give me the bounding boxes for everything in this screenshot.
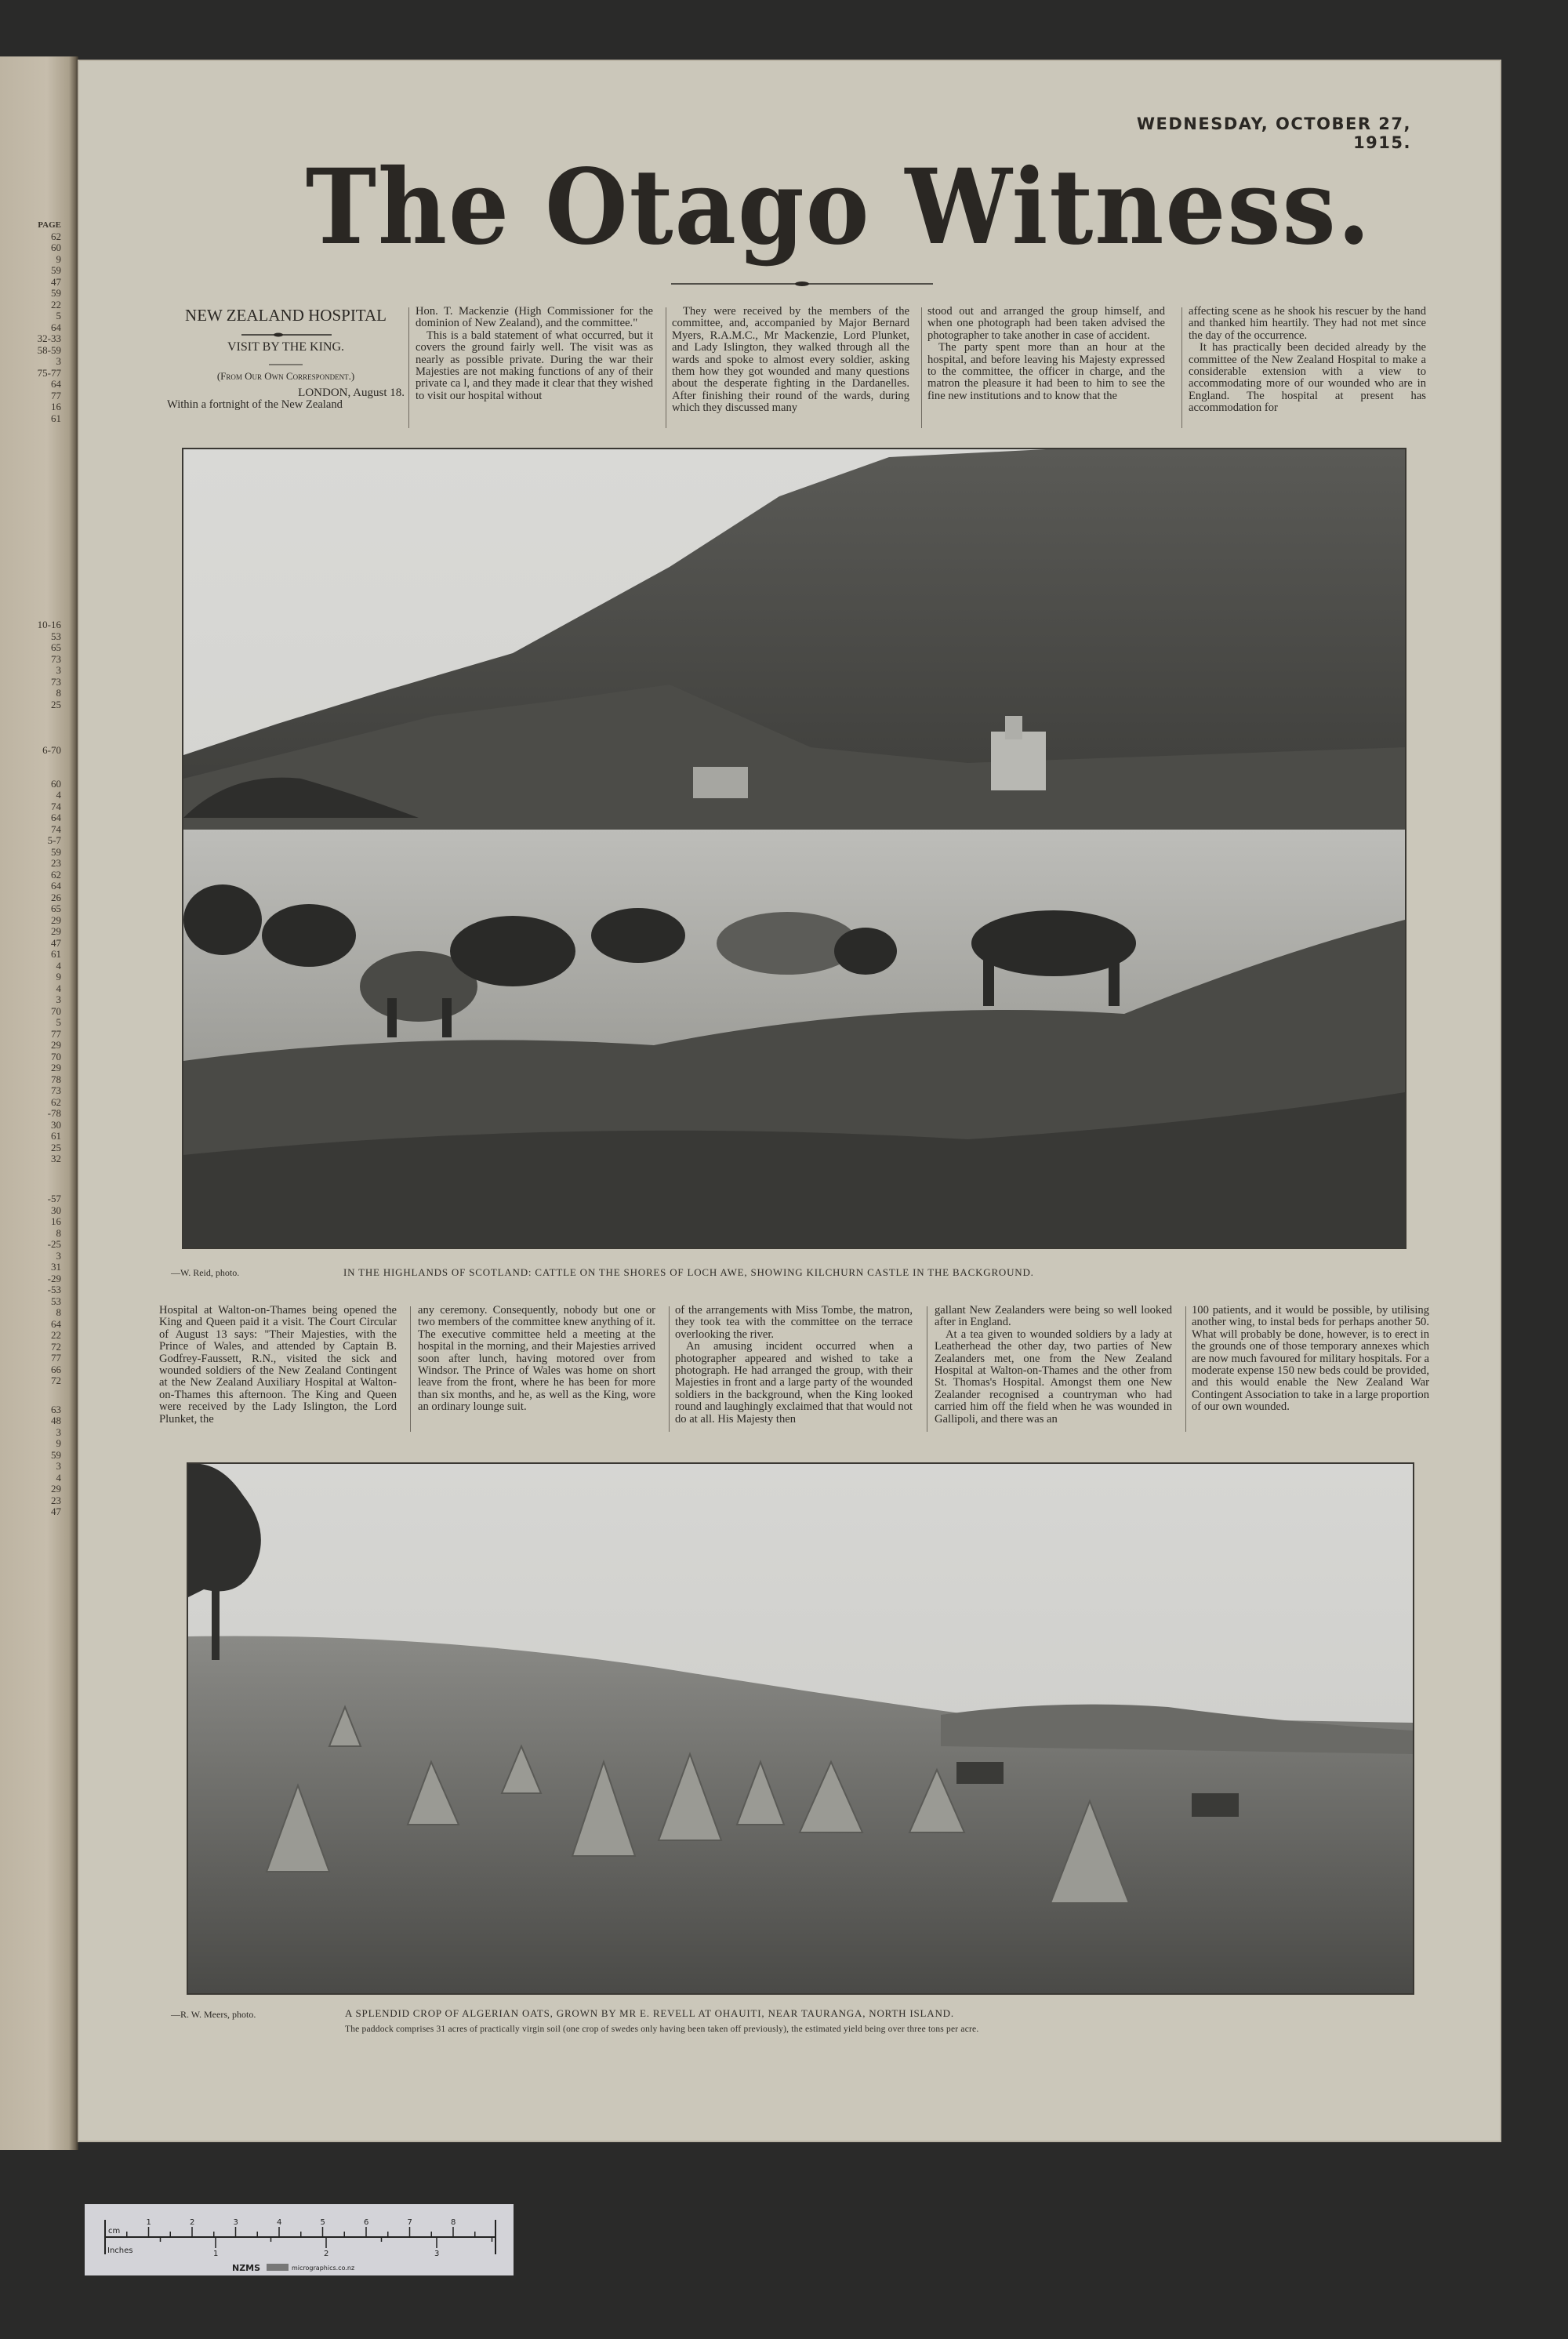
index-page-number: 58-59	[37, 343, 61, 356]
index-page-number: 48	[51, 1415, 61, 1426]
article-continued-column-2	[418, 1305, 655, 1414]
index-page-number: 4	[56, 959, 61, 972]
article-column-2	[416, 306, 653, 402]
adjacent-page-edge	[0, 56, 78, 2150]
article-paragraph: At a tea given to wounded soldiers by a lady at Leatherhead the other day, two parties of New Zealanders met, one from the New Zealand Hospital at Walton-on-Thames and the other from St. Thomas's Hospital. Amongst them one New Zealander recognised a countryman who had carried him off the field when he was wounded in Gallipoli, and there was an	[935, 1327, 1172, 1426]
index-page-number: 78	[51, 1073, 61, 1085]
article-paragraph: stood out and arranged the group himself, and when one photograph had been taken advised the photographer to take another in case of accident.	[927, 305, 1165, 342]
index-page-number: 63	[51, 1403, 61, 1415]
index-page-number: 22	[51, 298, 61, 311]
index-page-number: 9	[56, 1437, 61, 1449]
index-page-number: 61	[51, 948, 61, 960]
index-page-number: 60	[51, 777, 61, 790]
cm-tick-label: 2	[190, 2218, 195, 2227]
index-page-number: 61	[51, 412, 61, 424]
index-page-number: 5-7	[47, 834, 61, 846]
index-page-number: 3	[56, 355, 61, 367]
index-page-number: 73	[51, 675, 61, 688]
index-page-number: 16	[51, 401, 61, 412]
cm-tick-label: 6	[364, 2218, 369, 2227]
index-page-number: 62	[51, 230, 61, 242]
index-page-number: 29	[51, 1062, 61, 1073]
issue-date: WEDNESDAY, OCTOBER 27, 1915.	[1136, 114, 1411, 152]
article-paragraph: 100 patients, and it would be possible, by utilising another wing, to instal beds for perhaps another 50. What will probably be done, however, is to erect in the grounds one of those temporary annexes which are now much favoured for military hospitals. For a moderate expense 150 new beds could be provided, and this would enable the New Zealand War Contingent Association to take in a large proportion of our own wounded.	[1192, 1304, 1429, 1414]
index-page-number: 72	[51, 1375, 61, 1386]
index-page-number: 30	[51, 1204, 61, 1216]
index-page-number: 5	[56, 1016, 61, 1028]
article-paragraph: The party spent more than an hour at the hospital, and before leaving his Majesty expressed to the committee, the officer in charge, and the matron the pleasure it had been to him to see the fine new institutions and to know that the	[927, 341, 1165, 402]
index-page-number: -57	[47, 1193, 61, 1204]
index-page-number: 4	[56, 982, 61, 994]
index-page-number: -29	[47, 1272, 61, 1284]
index-page-number: 75-77	[37, 366, 61, 379]
index-page-number: 59	[51, 264, 61, 276]
index-page-number: 29	[51, 925, 61, 937]
index-page-number: 62	[51, 1095, 61, 1108]
index-page-number: 59	[51, 287, 61, 299]
index-page-number: 53	[51, 630, 61, 642]
index-page-number: 74	[51, 823, 61, 835]
index-page-number: 64	[51, 1317, 61, 1330]
index-page-number: -53	[47, 1284, 61, 1295]
index-page-number: 22	[51, 1329, 61, 1341]
photo2-caption: A SPLENDID CROP OF ALGERIAN OATS, GROWN BY MR E. REVELL AT OHAUITI, NEAR TAURANGA, NORTH ISLAND.	[345, 2007, 954, 2019]
index-page-number: 8	[56, 1306, 61, 1318]
index-page-number: 8	[56, 687, 61, 699]
article-continued-column-1	[159, 1305, 397, 1426]
index-page-number: 30	[51, 1118, 61, 1131]
index-page-number: 74	[51, 800, 61, 812]
article-paragraph: An amusing incident occurred when a photographer appeared and wished to take a photograph. He had arranged the group, with their Majesties in front and a large party of the wounded soldiers in the background, when the King looked round and laughingly exclaimed that that would not do at all. His Majesty then	[675, 1340, 913, 1426]
index-page-number: 53	[51, 1295, 61, 1307]
index-page-number: 64	[51, 812, 61, 823]
subheadline-divider	[167, 362, 405, 367]
photo-loch-awe-cattle	[182, 448, 1406, 1249]
photo1-credit: —W. Reid, photo.	[171, 1267, 240, 1278]
index-page-number: 77	[51, 1352, 61, 1364]
index-page-number: 4	[56, 1471, 61, 1484]
index-page-number: 25	[51, 698, 61, 710]
index-page-number: 62	[51, 868, 61, 881]
index-page-number: 60	[51, 242, 61, 253]
inch-tick-label: 2	[324, 2250, 329, 2258]
index-page-number: 8	[56, 1226, 61, 1239]
column-rule	[1185, 1306, 1186, 1432]
ornamental-rule	[671, 281, 933, 287]
index-page-number: 29	[51, 1039, 61, 1051]
index-page-number: 9	[56, 252, 61, 265]
article-paragraph: Hospital at Walton-on-Thames being opened the King and Queen paid it a visit. The Court Circular of August 13 says: "Their Majesties, with the Prince of Wales, and attended by Captain B. Godfrey-Faussett, R.N., visited the sick and wounded soldiers of the New Zealand Contingent at the New Zealand Auxiliary Hospital at Walton-on-Thames this afternoon. The King and Queen were received by the Lady Islington, the Lord Plunket, the	[159, 1304, 397, 1426]
article-paragraph: It has practically been decided already by the committee of the New Zealand Hospital to make a considerable extension with a view to accommodating more of our wounded who are in England. The hospital at present has accommodation for	[1189, 341, 1426, 415]
index-page-number: 61	[51, 1130, 61, 1142]
index-page-number: 59	[51, 845, 61, 858]
cm-tick-label: 1	[146, 2218, 151, 2227]
index-page-number: 3	[56, 1460, 61, 1472]
column-rule	[1181, 307, 1182, 428]
photo-algerian-oats-crop	[187, 1462, 1414, 1995]
column-rule	[408, 307, 409, 428]
index-page-number: 73	[51, 1084, 61, 1096]
article-column-5	[1189, 306, 1426, 415]
article-column-3	[672, 306, 909, 415]
article-continued-column-5	[1192, 1305, 1429, 1414]
index-page-number: 77	[51, 389, 61, 401]
ruler-brand: NZMS	[232, 2263, 261, 2273]
index-page-number: 31	[51, 1261, 61, 1273]
masthead	[259, 147, 1372, 268]
article-dateline: LONDON, August 18.	[298, 386, 405, 399]
index-page-number: 59	[51, 1448, 61, 1461]
ruler-website: micrographics.co.nz	[292, 2265, 355, 2272]
index-page-number: -78	[47, 1107, 61, 1119]
photo2-subcaption: The paddock comprises 31 acres of practically virgin soil (one crop of swedes only having been taken off previously), the estimated yield being over three tons per acre.	[345, 2025, 979, 2034]
article-column-4	[927, 306, 1165, 402]
column-rule	[410, 1306, 411, 1432]
index-page-numbers-2	[38, 619, 61, 1165]
index-page-number: 47	[51, 936, 61, 949]
index-page-number: 77	[51, 1027, 61, 1040]
cm-tick-label: 4	[277, 2218, 282, 2227]
index-page-number: 23	[51, 1494, 61, 1506]
headline-divider	[167, 332, 405, 338]
article-paragraph: This is a bald statement of what occurred, but it covers the ground fairly well. The visit was as nearly as possible private. During the war their Majesties are not making functions of any of their private ca l, and they made it clear that they wished to visit our hospital without	[416, 329, 653, 402]
index-page-number: 72	[51, 1340, 61, 1353]
cm-tick-label: 3	[233, 2218, 238, 2227]
index-page-number: 9	[56, 971, 61, 982]
index-page-number: 23	[51, 857, 61, 869]
photo1-caption: IN THE HIGHLANDS OF SCOTLAND: CATTLE ON THE SHORES OF LOCH AWE, SHOWING KILCHURN CASTLE IN THE BACKGROUND.	[343, 1266, 1034, 1278]
cm-tick-label: 8	[451, 2218, 456, 2227]
index-page-number: 64	[51, 378, 61, 390]
index-page-number: -25	[47, 1238, 61, 1250]
index-page-number: 6-70	[42, 744, 61, 756]
inch-tick-label: 1	[213, 2250, 219, 2258]
inches-label: Inches	[107, 2246, 133, 2255]
article-subheadline: VISIT BY THE KING.	[227, 340, 345, 354]
article-column-1	[167, 306, 405, 411]
article-headline: NEW ZEALAND HOSPITAL	[185, 306, 387, 325]
article-continued-column-4	[935, 1305, 1172, 1426]
index-page-number: 29	[51, 1483, 61, 1495]
index-page-number: 16	[51, 1215, 61, 1227]
index-page-number: 73	[51, 652, 61, 665]
column-rule	[921, 307, 922, 428]
ruler-logo-blocks	[267, 2264, 289, 2271]
index-page-number: 25	[51, 1141, 61, 1153]
article-paragraph: Hon. T. Mackenzie (High Commissioner for the dominion of New Zealand), and the committee."	[416, 305, 653, 330]
index-page-number: 70	[51, 1050, 61, 1062]
index-header: PAGE	[38, 220, 61, 230]
index-page-number: 3	[56, 1426, 61, 1438]
cm-tick-label: 5	[320, 2218, 325, 2227]
index-page-number: 66	[51, 1363, 61, 1375]
index-page-numbers-1	[38, 220, 61, 424]
article-paragraph: They were received by the members of the committee, and, accompanied by Major Bernard Myers, R.A.M.C., Mr Mackenzie, Lord Plunket, and Lady Islington, they walked through all the wards and spoke to almost every soldier, asking them how they got wounded and many questions about the desperate fighting in the Dardanelles. After finishing their round of the wards, during which they discussed many	[672, 305, 909, 415]
cm-label: cm	[108, 2227, 121, 2235]
cm-tick-label: 7	[407, 2218, 412, 2227]
index-page-number: 4	[56, 789, 61, 801]
index-page-number: 3	[56, 1249, 61, 1262]
index-page-number: 10-16	[37, 619, 61, 630]
article-paragraph: of the arrangements with Miss Tombe, the matron, they took tea with the committee on the terrace overlooking the river.	[675, 1304, 913, 1341]
index-page-number: 29	[51, 913, 61, 926]
index-page-number: 5	[56, 310, 61, 321]
index-page-number: 26	[51, 891, 61, 903]
article-byline: (From Our Own Correspondent.)	[216, 370, 355, 383]
index-page-number: 70	[51, 1004, 61, 1017]
index-page-number: 65	[51, 641, 61, 653]
index-page-number: 64	[51, 321, 61, 333]
index-page-number: 47	[51, 275, 61, 288]
article-paragraph: any ceremony. Consequently, nobody but one or two members of the committee knew anything of it. The executive committee held a meeting at the hospital in the morning, and their Majesties arrived soon after lunch, having motored over from Windsor. The Prince of Wales was home on short leave from the front, where he has been for more than six months, and he, as well as the King, wore an ordinary lounge suit.	[418, 1304, 655, 1414]
photo2-credit: —R. W. Meers, photo.	[171, 2009, 256, 2020]
column-rule	[669, 1306, 670, 1432]
index-page-number: 65	[51, 903, 61, 914]
article-continued-column-3	[675, 1305, 913, 1426]
article-paragraph: gallant New Zealanders were being so well looked after in England.	[935, 1304, 1172, 1329]
article-paragraph: Within a fortnight of the New Zealand	[167, 398, 343, 412]
index-page-number: 3	[56, 664, 61, 676]
index-page-number: 47	[51, 1505, 61, 1517]
index-page-number: 3	[56, 993, 61, 1005]
scale-ruler	[85, 2204, 514, 2275]
index-page-number: 32	[51, 1153, 61, 1164]
index-page-numbers-3	[48, 1193, 61, 1518]
inch-tick-label: 3	[434, 2250, 440, 2258]
index-page-number: 64	[51, 880, 61, 892]
masthead-title: The Otago Witness.	[305, 147, 1372, 268]
article-paragraph: affecting scene as he shook his rescuer by the hand and thanked him heartily. They had not met since the day of the occurrence.	[1189, 305, 1426, 342]
index-page-number: 32-33	[37, 332, 61, 344]
